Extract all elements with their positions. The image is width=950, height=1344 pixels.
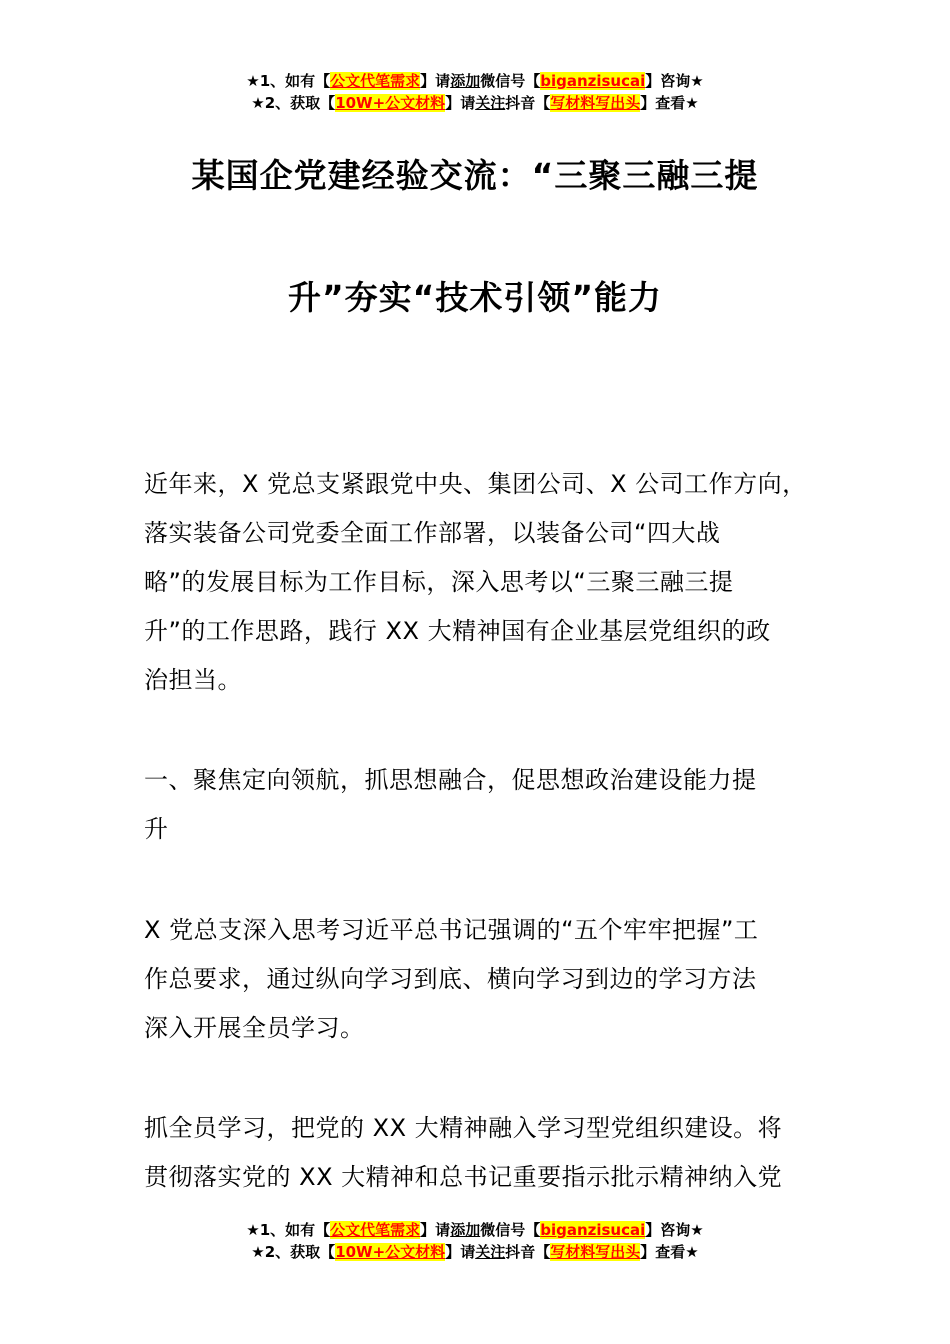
promo-line-2: ★2、获取【10W+公文材料】请关注抖音【写材料写出头】查看★ bbox=[251, 1243, 699, 1261]
text-line: 贯彻落实党的 XX 大精神和总书记重要指示批示精神纳入党 bbox=[144, 1163, 783, 1191]
text-line: 升”的工作思路，践行 XX 大精神国有企业基层党组织的政 bbox=[144, 617, 771, 645]
promo-highlight: 10W+公文材料 bbox=[335, 94, 446, 112]
text-line: 近年来，X 党总支紧跟党中央、集团公司、X 公司工作方向， bbox=[144, 470, 807, 498]
promo-highlight: 公文代笔需求 bbox=[330, 72, 421, 90]
text-line: 作总要求，通过纵向学习到底、横向学习到边的学习方法 bbox=[144, 965, 757, 993]
paragraph-study bbox=[144, 906, 834, 1053]
text-line: 升 bbox=[144, 815, 169, 843]
promo-douyin-id: 写材料写出头 bbox=[550, 1243, 641, 1261]
promo-wechat-id: biganzisucai bbox=[540, 1221, 646, 1239]
text-line: 落实装备公司党委全面工作部署，以装备公司“四大战 bbox=[144, 519, 721, 547]
section-heading-1 bbox=[144, 756, 834, 854]
document-title-line-2: 升”夯实“技术引领”能力 bbox=[287, 278, 663, 317]
text-line: 治担当。 bbox=[144, 666, 242, 694]
promo-highlight: 10W+公文材料 bbox=[335, 1243, 446, 1261]
promo-line-1: ★1、如有【公文代笔需求】请添加微信号【biganzisucai】咨询★ bbox=[246, 72, 704, 90]
document-title-line-1: 某国企党建经验交流：“三聚三融三提 bbox=[191, 156, 759, 195]
text-line: 一、聚焦定向领航，抓思想融合，促思想政治建设能力提 bbox=[144, 766, 757, 794]
paragraph-intro bbox=[144, 460, 834, 705]
promo-banner-bottom bbox=[0, 1219, 950, 1263]
text-line: 深入开展全员学习。 bbox=[144, 1014, 365, 1042]
promo-douyin-id: 写材料写出头 bbox=[550, 94, 641, 112]
paragraph-full-staff-learning bbox=[144, 1104, 834, 1202]
text-line: 略”的发展目标为工作目标，深入思考以“三聚三融三提 bbox=[144, 568, 734, 596]
text-line: 抓全员学习，把党的 XX 大精神融入学习型党组织建设。将 bbox=[144, 1114, 783, 1142]
promo-wechat-id: biganzisucai bbox=[540, 72, 646, 90]
promo-line-2: ★2、获取【10W+公文材料】请关注抖音【写材料写出头】查看★ bbox=[251, 94, 699, 112]
promo-banner-top bbox=[0, 70, 950, 114]
promo-line-1: ★1、如有【公文代笔需求】请添加微信号【biganzisucai】咨询★ bbox=[246, 1221, 704, 1239]
promo-highlight: 公文代笔需求 bbox=[330, 1221, 421, 1239]
text-line: X 党总支深入思考习近平总书记强调的“五个牢牢把握”工 bbox=[144, 916, 759, 944]
